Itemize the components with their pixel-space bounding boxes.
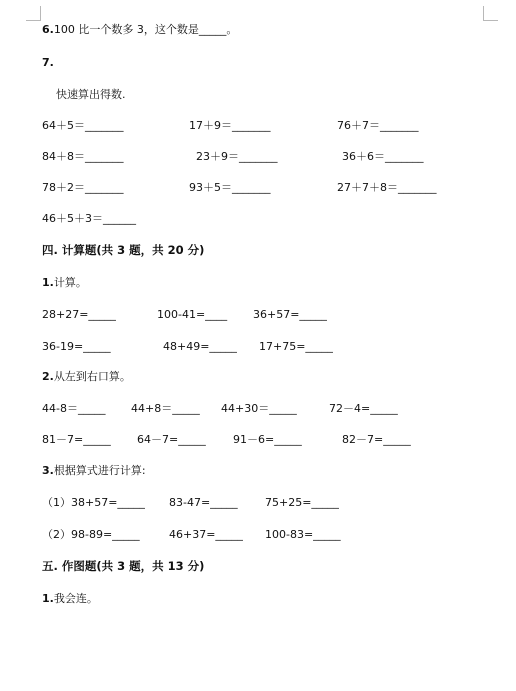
page-corner-mark-right: [483, 6, 498, 21]
question-number: 2.: [42, 370, 54, 383]
question-text: 计算。: [53, 276, 87, 289]
calculation-item: 91－6=_____: [233, 433, 302, 446]
calculation-item: 72－4=_____: [329, 402, 398, 415]
calculation-item: 17+75=_____: [259, 340, 333, 353]
question-6: [42, 23, 237, 37]
question-text: 100 比一个数多 3，这个数是_____。: [53, 23, 238, 36]
calculation-item: 83-47=_____: [169, 496, 238, 509]
calculation-item: 100-41=____: [157, 308, 228, 321]
calculation-item: 36+57=_____: [253, 308, 327, 321]
calculation-item: 75+25=_____: [265, 496, 339, 509]
arithmetic-item: 64＋5＝_______: [42, 119, 124, 132]
section-4-title: 四. 计算题(共 3 题，共 20 分): [42, 243, 205, 257]
arithmetic-item: 23＋9＝_______: [196, 150, 278, 163]
question-number: 6.: [42, 23, 54, 36]
arithmetic-item: 17＋9＝_______: [189, 119, 271, 132]
calculation-item: （1）38+57=_____: [42, 496, 145, 509]
arithmetic-item: 84＋8＝_______: [42, 150, 124, 163]
question-number: 1.: [42, 592, 54, 605]
calculation-item: 64－7=_____: [137, 433, 206, 446]
arithmetic-item: 78＋2＝_______: [42, 181, 124, 194]
question-number: 1.: [42, 276, 54, 289]
calculation-item: 36-19=_____: [42, 340, 111, 353]
page-corner-mark-left: [26, 6, 41, 21]
calculation-item: 44+30＝_____: [221, 402, 297, 415]
calculation-item: 100-83=_____: [265, 528, 341, 541]
section-4-question-1: [42, 276, 87, 290]
question-7-instruction: 快速算出得数.: [56, 88, 126, 101]
section-5-title: 五. 作图题(共 3 题，共 13 分): [42, 559, 205, 573]
arithmetic-item: 36＋6＝_______: [342, 150, 424, 163]
calculation-item: 82－7=_____: [342, 433, 411, 446]
section-4-question-3: [42, 464, 146, 478]
calculation-item: 81－7=_____: [42, 433, 111, 446]
section-4-question-2: [42, 370, 131, 384]
question-7-number: 7.: [42, 56, 54, 69]
calculation-item: （2）98-89=_____: [42, 528, 140, 541]
question-number: 3.: [42, 464, 54, 477]
arithmetic-item: 76＋7＝_______: [337, 119, 419, 132]
arithmetic-item: 46＋5＋3＝______: [42, 212, 136, 225]
calculation-item: 46+37=_____: [169, 528, 243, 541]
section-5-question-1: [42, 592, 98, 606]
calculation-item: 28+27=_____: [42, 308, 116, 321]
calculation-item: 44+8＝_____: [131, 402, 200, 415]
question-text: 我会连。: [53, 592, 98, 605]
question-text: 根据算式进行计算:: [53, 464, 146, 477]
question-text: 从左到右口算。: [53, 370, 131, 383]
calculation-item: 44-8＝_____: [42, 402, 106, 415]
calculation-item: 48+49=_____: [163, 340, 237, 353]
arithmetic-item: 27＋7＋8＝_______: [337, 181, 437, 194]
arithmetic-item: 93＋5＝_______: [189, 181, 271, 194]
